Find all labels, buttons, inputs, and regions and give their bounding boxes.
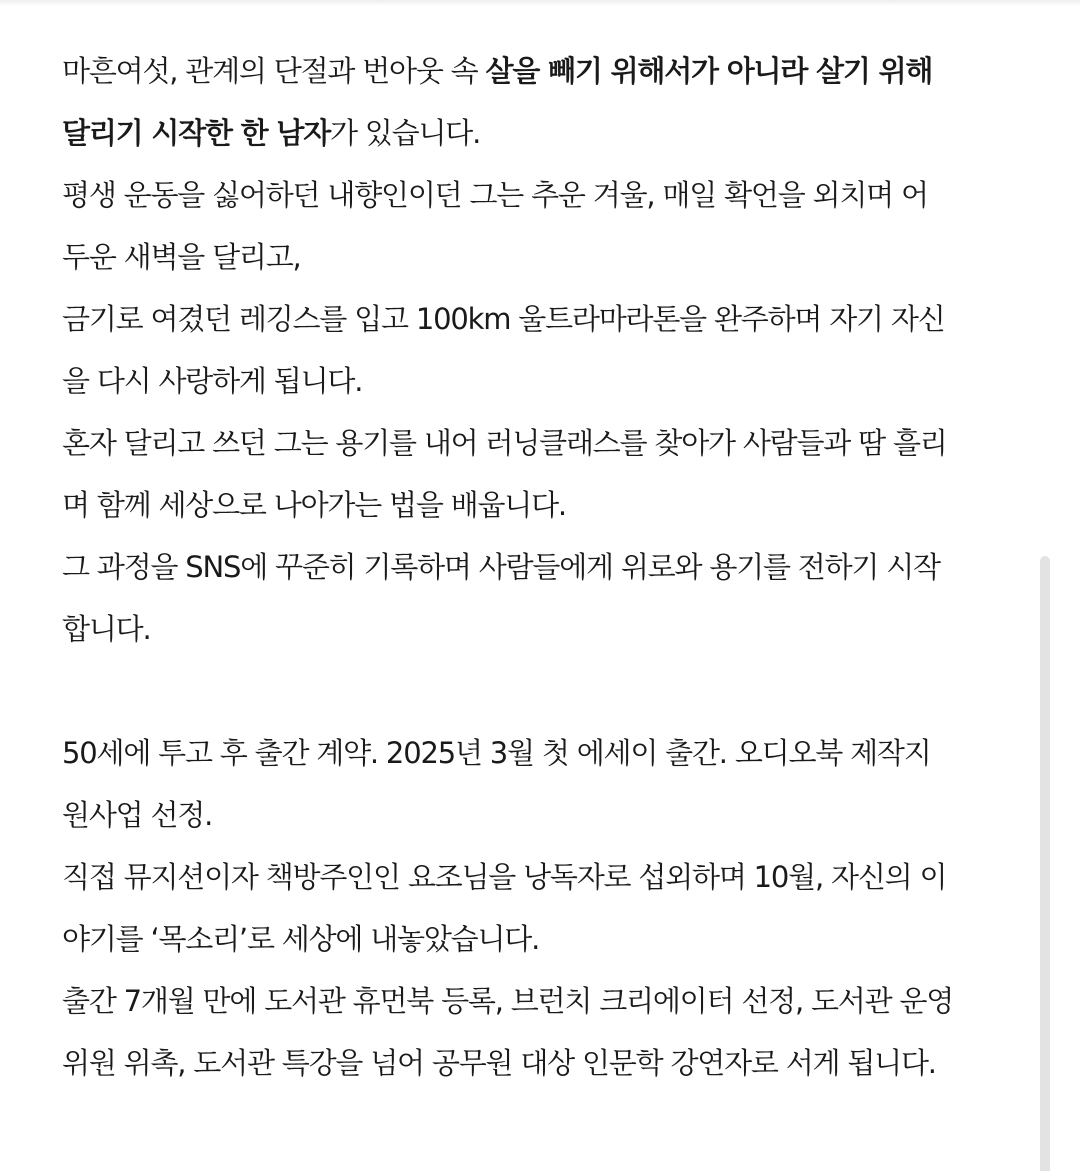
text-segment: 마흔여섯, 관계의 단절과 번아웃 속 — [62, 54, 486, 88]
text-line: 원사업 선정. — [62, 798, 213, 832]
text-line — [62, 102, 1022, 164]
text-line: 혼자 달리고 쓰던 그는 용기를 내어 러닝클래스를 찾아가 사람들과 땀 흘리 — [62, 426, 947, 460]
text-line — [62, 40, 1022, 102]
text-line: 야기를 ‘목소리’로 세상에 내놓았습니다. — [62, 922, 540, 956]
text-line: 을 다시 사랑하게 됩니다. — [62, 364, 363, 398]
text-line: 직접 뮤지션이자 책방주인인 요조님을 낭독자로 섭외하며 10월, 자신의 이 — [62, 860, 947, 894]
text-line: 며 함께 세상으로 나아가는 법을 배웁니다. — [62, 488, 566, 522]
scrollbar[interactable] — [1040, 556, 1050, 1171]
article-body — [62, 40, 1022, 1094]
text-line: 두운 새벽을 달리고, — [62, 240, 301, 274]
emphasis-text: 달리기 시작한 한 남자 — [62, 116, 331, 150]
text-line: 50세에 투고 후 출간 계약. 2025년 3월 첫 에세이 출간. 오디오북 제작지 — [62, 736, 931, 770]
text-line: 위원 위촉, 도서관 특강을 넘어 공무원 대상 인문학 강연자로 서게 됩니다. — [62, 1046, 936, 1080]
text-segment: 가 있습니다. — [330, 116, 481, 150]
text-line: 출간 7개월 만에 도서관 휴먼북 등록, 브런치 크리에이터 선정, 도서관 운영 — [62, 984, 954, 1018]
emphasis-text: 살을 빼기 위해서가 아니라 살기 위해 — [485, 54, 933, 88]
text-line: 금기로 여겼던 레깅스를 입고 100km 울트라마라톤을 완주하며 자기 자신 — [62, 302, 945, 336]
top-edge-shadow — [0, 0, 1080, 6]
paragraph-gap — [62, 660, 1022, 722]
text-line: 합니다. — [62, 612, 151, 646]
text-line: 평생 운동을 싫어하던 내향인이던 그는 추운 겨울, 매일 확언을 외치며 어 — [62, 178, 928, 212]
text-line: 그 과정을 SNS에 꾸준히 기록하며 사람들에게 위로와 용기를 전하기 시작 — [62, 550, 940, 584]
